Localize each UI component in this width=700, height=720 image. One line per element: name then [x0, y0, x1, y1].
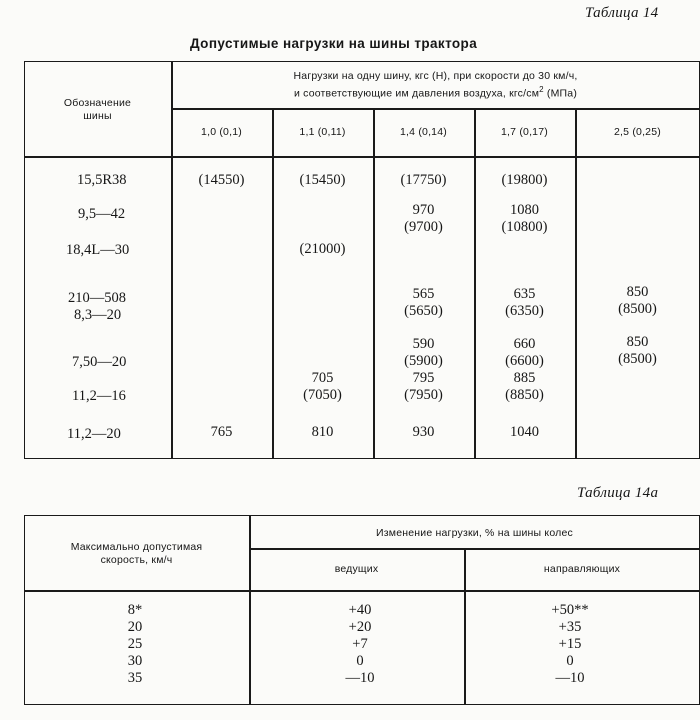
load-header-line2-tail: (МПа): [543, 87, 578, 100]
load-header-line1: Нагрузки на одну шину, кгс (Н), при скорости до 30 км/ч,: [293, 70, 578, 82]
load-header-line2: [171, 83, 700, 101]
speed-col-header: [24, 541, 249, 567]
value-cell: [373, 336, 474, 370]
tire-label: 7,50—20: [72, 354, 127, 370]
value-kgf: 1080: [510, 202, 539, 218]
table14a-header-rule: [24, 590, 700, 592]
tire-label: 18,4L—30: [66, 242, 130, 258]
value-newton: (7950): [404, 387, 443, 403]
pressure-header: 1,1 (0,11): [299, 126, 346, 138]
pressure-header: 1,4 (0,14): [400, 126, 447, 138]
value-kgf: 635: [513, 286, 536, 302]
table14-subheader-rule: [171, 108, 700, 110]
table14-caption: Таблица 14: [585, 5, 659, 21]
value-cell: (21000): [299, 241, 346, 257]
speed-col-header-line2: скорость, км/ч: [100, 554, 173, 566]
value-cell: (19800): [501, 172, 548, 188]
value-newton: (9700): [404, 219, 443, 235]
tire-label: 9,5—42: [78, 206, 126, 222]
value-cell: [373, 370, 474, 404]
value-newton: (10800): [501, 219, 548, 235]
change-header: Изменение нагрузки, % на шины колес: [376, 527, 573, 539]
pressure-header: 1,0 (0,1): [201, 126, 242, 138]
value-newton: (5900): [404, 353, 443, 369]
table14-title: Допустимые нагрузки на шины трактора: [190, 36, 478, 51]
table14-col-divider: [272, 109, 274, 459]
value-cell: [474, 370, 575, 404]
speed-value: 20: [127, 619, 143, 635]
value-cell: [575, 334, 700, 368]
table14-header-rule: [24, 156, 700, 158]
value-kgf: 660: [513, 336, 536, 352]
tire-label: 210—508: [68, 290, 126, 306]
value-cell: [474, 336, 575, 370]
value-kgf: 590: [412, 336, 435, 352]
tire-col-header-line2: шины: [83, 110, 112, 122]
value-kgf: 705: [311, 370, 334, 386]
tire-col-header: [24, 97, 171, 123]
value-newton: (8850): [505, 387, 544, 403]
value-cell: [373, 286, 474, 320]
steering-value: —10: [555, 670, 585, 686]
steering-value: 0: [566, 653, 574, 669]
value-cell: (15450): [299, 172, 346, 188]
value-newton: (7050): [303, 387, 342, 403]
value-newton: (8500): [618, 301, 657, 317]
load-header-sup: 2: [539, 85, 544, 94]
driving-value: 0: [356, 653, 364, 669]
table14-col-divider: [171, 61, 173, 459]
driving-list: [320, 602, 400, 687]
value-cell: [474, 286, 575, 320]
steering-list: [530, 602, 610, 687]
value-cell: 765: [210, 424, 233, 440]
driving-value: +20: [348, 619, 372, 635]
load-header-line2-text: и соответствующие им давления воздуха, кгс/см: [293, 87, 540, 100]
value-cell: [575, 284, 700, 318]
speed-value: 8*: [127, 602, 143, 618]
table14-col-divider: [373, 109, 375, 459]
load-header: [171, 70, 700, 101]
table14a-col-divider: [249, 515, 251, 705]
value-kgf: 565: [412, 286, 435, 302]
driving-value: +40: [348, 602, 372, 618]
value-kgf: 795: [412, 370, 435, 386]
tire-label: 8,3—20: [74, 307, 122, 323]
value-newton: (8500): [618, 351, 657, 367]
value-kgf: 970: [412, 202, 435, 218]
table14a-caption: Таблица 14а: [577, 485, 659, 501]
value-cell: [474, 202, 575, 236]
steering-header: направляющих: [543, 563, 621, 575]
driving-value: +7: [352, 636, 368, 652]
value-cell: 1040: [510, 424, 539, 440]
tire-label: 15,5R38: [77, 172, 127, 188]
table14a-subheader-rule: [249, 548, 700, 550]
steering-value: +15: [558, 636, 582, 652]
speed-col-header-line1: Максимально допустимая: [70, 541, 203, 553]
pressure-header: 2,5 (0,25): [614, 126, 661, 138]
speed-value: 30: [127, 653, 143, 669]
value-cell: [272, 370, 373, 404]
value-cell: [373, 202, 474, 236]
value-cell: (17750): [400, 172, 447, 188]
value-kgf: 885: [513, 370, 536, 386]
steering-value: +35: [558, 619, 582, 635]
pressure-header: 1,7 (0,17): [501, 126, 548, 138]
value-newton: (6600): [505, 353, 544, 369]
driving-value: —10: [345, 670, 375, 686]
tire-label: 11,2—20: [67, 426, 121, 442]
tire-col-header-line1: Обозначение: [63, 97, 132, 109]
speed-value: 35: [127, 670, 143, 686]
value-cell: 930: [412, 424, 435, 440]
value-kgf: 850: [626, 284, 649, 300]
value-newton: (5650): [404, 303, 443, 319]
table14-col-divider: [474, 109, 476, 459]
speed-value: 25: [127, 636, 143, 652]
driving-header: ведущих: [334, 563, 379, 575]
value-kgf: 850: [626, 334, 649, 350]
value-cell: 810: [311, 424, 334, 440]
value-newton: (6350): [505, 303, 544, 319]
speed-list: [100, 602, 170, 687]
tire-label: 11,2—16: [72, 388, 126, 404]
steering-value: +50**: [551, 602, 589, 618]
value-cell: (14550): [198, 172, 245, 188]
